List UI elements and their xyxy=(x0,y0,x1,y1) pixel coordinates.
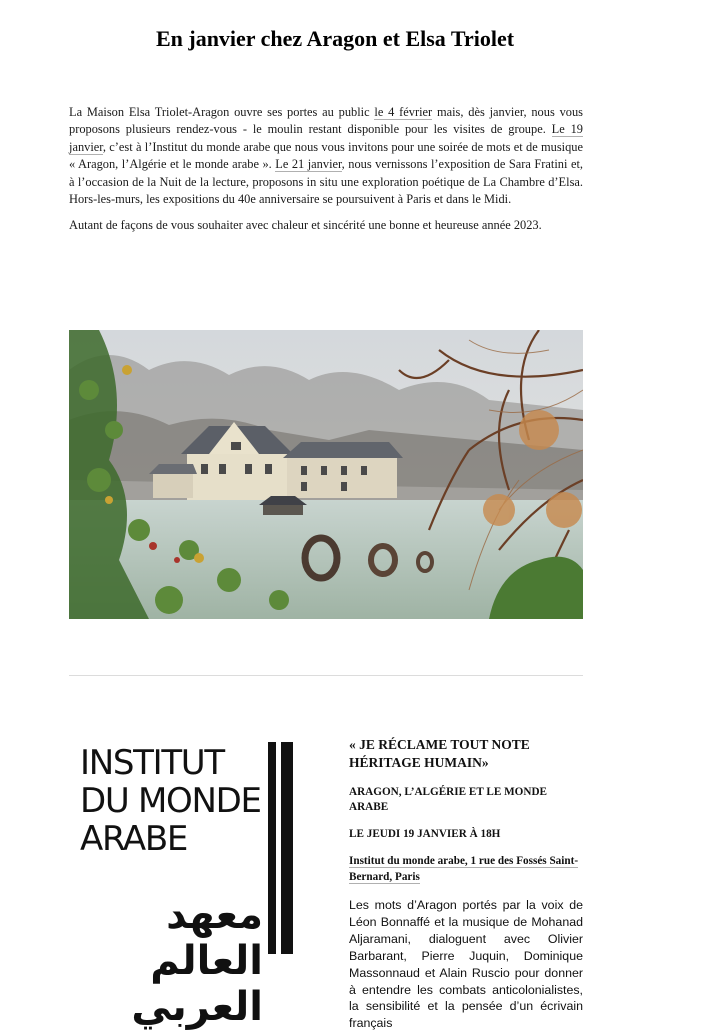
intro-paragraph-2: Autant de façons de vous souhaiter avec chaleur et sincérité une bonne et heureuse année 2023. xyxy=(69,218,542,233)
event-date: LE JEUDI 19 JANVIER À 18H xyxy=(349,828,501,840)
moulin-photo-illustration xyxy=(69,330,583,619)
event-subtitle: ARAGON, L’ALGÉRIE ET LE MONDE ARABE xyxy=(349,786,547,813)
logo-line: INSTITUT xyxy=(80,743,224,783)
link-19-janvier[interactable]: Le 19 janvier xyxy=(69,122,583,154)
event-place-link[interactable] xyxy=(349,854,583,885)
moulin-photo[interactable] xyxy=(69,330,583,619)
link-4-fevrier[interactable]: le 4 février xyxy=(374,105,433,119)
link-21-janvier[interactable]: Le 21 janvier xyxy=(275,157,342,172)
event-place[interactable]: Institut du monde arabe, 1 rue des Fossés Saint-Bernard, Paris xyxy=(349,855,579,883)
logo-line: DU MONDE xyxy=(80,781,261,821)
intro-text-segment: , c’est à l’Institut du monde arabe que nous vous invitons pour une soirée de mots et de musique « Aragon, l’Algérie et le monde arabe ». xyxy=(69,139,583,172)
intro-text xyxy=(69,104,583,244)
logo-bar xyxy=(281,742,293,954)
event-details xyxy=(349,736,583,1032)
intro-text-segment: mais, dès janvier, nous vous proposons plusieurs rendez-vous - le moulin restant disponible pour les visites de groupe. xyxy=(69,105,583,137)
event-quote-title: « JE RÉCLAME TOUT NOTE HÉRITAGE HUMAIN» xyxy=(349,737,530,770)
logo-wordmark xyxy=(80,744,261,858)
logo-line: ARABE xyxy=(80,819,188,859)
event-description: Les mots d’Aragon portés par la voix de Léon Bonnaffé et la musique de Mohanad Aljaramani, dialoguent avec Olivier Barbarant, Pierre Juquin, Dominique Massonnaud et Alain Ruscio pour donner à entendre les combats anticolonialistes, la sensibilité et la pensée d’un écrivain français xyxy=(349,898,583,1031)
logo-bar xyxy=(268,742,276,954)
logo-arabic-wordmark: معهد العالم العربي xyxy=(131,892,263,1030)
section-divider xyxy=(69,675,583,676)
institut-du-monde-arabe-logo[interactable] xyxy=(76,740,298,1030)
intro-paragraph-1 xyxy=(69,104,583,208)
intro-text-segment: , nous vernissons l’exposition de Sara Fratini et, à l’occasion de la Nuit de la lecture, proposons in situ une exploration poétique de La Chambre d’Elsa. Hors-les-murs, les expositions du 40e anniversaire se poursuivent à Paris et dans le Midi. xyxy=(69,157,583,207)
intro-text-segment: La Maison Elsa Triolet-Aragon ouvre ses portes au public xyxy=(69,105,375,119)
newsletter-title: En janvier chez Aragon et Elsa Triolet xyxy=(155,26,515,51)
